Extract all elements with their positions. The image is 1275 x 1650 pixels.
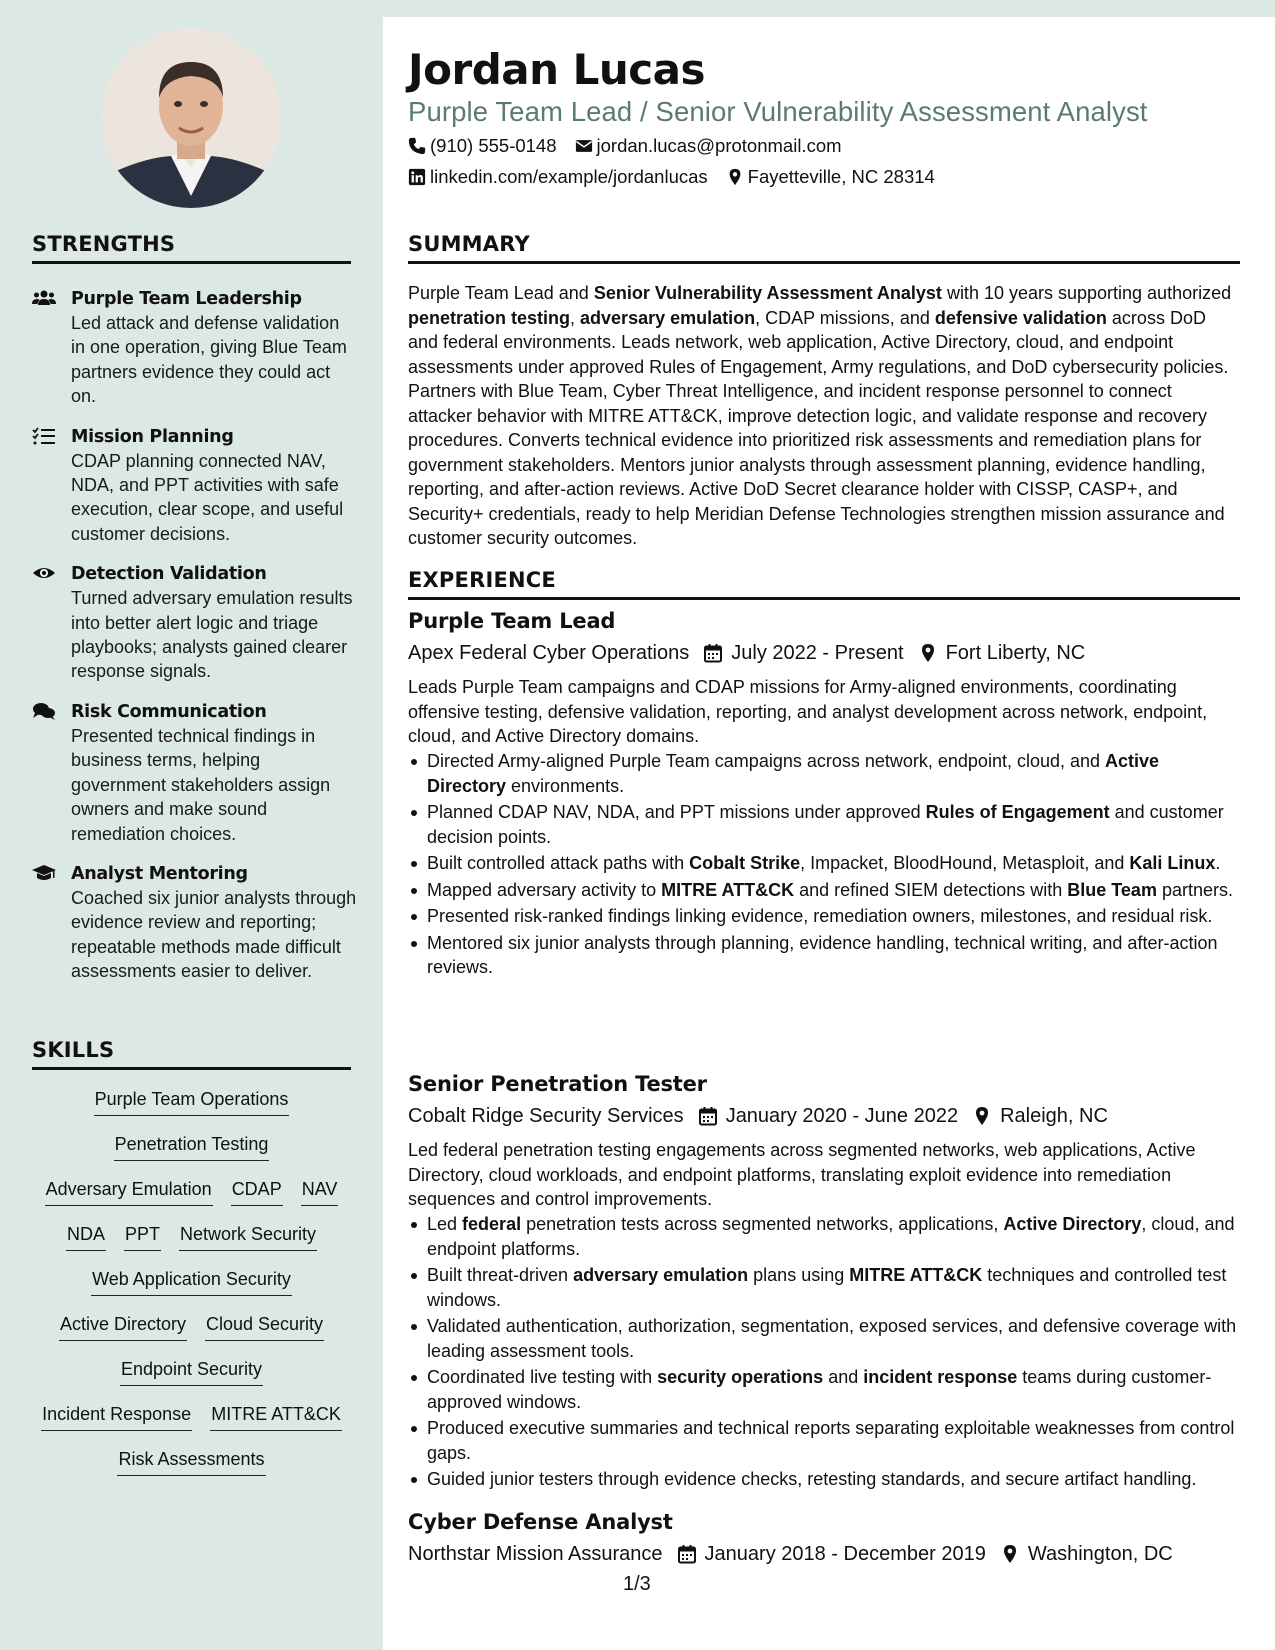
phone-contact bbox=[408, 134, 557, 158]
bullet-segment: Directed Army-aligned Purple Team campaigns across network, endpoint, cloud, and bbox=[427, 751, 1106, 771]
bullet-item bbox=[408, 878, 1240, 903]
bullet-item bbox=[408, 800, 1240, 849]
bullet-segment: partners. bbox=[1156, 879, 1233, 900]
skill-row bbox=[32, 1311, 351, 1356]
skill-tag: Purple Team Operations bbox=[94, 1086, 290, 1116]
strength-title: Analyst Mentoring bbox=[71, 863, 248, 884]
job-company: Cobalt Ridge Security Services bbox=[408, 1105, 684, 1127]
job-dates: January 2018 - December 2019 bbox=[704, 1543, 986, 1565]
job-location: Washington, DC bbox=[1027, 1543, 1173, 1565]
bullet-segment: Guided junior testers through evidence checks, retesting standards, and secure artifact handling. bbox=[427, 1469, 1197, 1489]
job-dates: July 2022 - Present bbox=[731, 642, 904, 664]
job-location-wrap bbox=[904, 639, 1086, 667]
bullet-segment: Built threat-driven bbox=[427, 1265, 574, 1285]
email-contact[interactable] bbox=[575, 134, 842, 158]
envelope-icon bbox=[575, 137, 593, 155]
map-pin-icon bbox=[986, 1544, 1028, 1564]
summary-segment: , CDAP missions, and bbox=[755, 307, 935, 328]
skill-tag: Incident Response bbox=[41, 1401, 192, 1431]
linkedin-contact[interactable] bbox=[408, 165, 708, 189]
skills-list bbox=[32, 1086, 351, 1491]
job-bullets bbox=[408, 1212, 1240, 1494]
job-title: Senior Penetration Tester bbox=[408, 1072, 707, 1096]
summary-text bbox=[408, 281, 1240, 551]
skill-row bbox=[32, 1446, 351, 1491]
strength-item bbox=[32, 425, 357, 547]
contact-row-1 bbox=[408, 134, 842, 158]
skills-heading: SKILLS bbox=[32, 1038, 351, 1070]
skill-tag: Risk Assessments bbox=[117, 1446, 265, 1476]
job-description: Led federal penetration testing engagements across segmented networks, web applications, Active Directory, cloud workloads, and endpoint platforms, translating exploit evidence into remediation sequences and control improvements. bbox=[408, 1140, 1196, 1209]
bullet-segment: penetration tests across segmented networks, applications, bbox=[521, 1214, 1004, 1234]
strength-desc: Coached six junior analysts through evidence review and reporting; repeatable methods made difficult assessments easier to deliver. bbox=[71, 887, 357, 982]
job-dates-wrap bbox=[689, 639, 903, 667]
bullet-segment: , cloud, and endpoint platforms. bbox=[427, 1214, 1235, 1259]
email-link[interactable]: jordan.lucas@protonmail.com bbox=[596, 135, 842, 156]
summary-segment-bold: adversary emulation bbox=[580, 307, 756, 328]
job-description: Leads Purple Team campaigns and CDAP missions for Army-aligned environments, coordinating offensive testing, defensive validation, reporting, and analyst development across network, endpoint, cloud, and Active Directory domains. bbox=[408, 677, 1208, 746]
location-text: Fayetteville, NC 28314 bbox=[747, 166, 935, 187]
bullet-segment: and refined SIEM detections with bbox=[794, 879, 1068, 900]
location-contact bbox=[726, 165, 935, 189]
job-meta bbox=[408, 639, 1085, 667]
skill-tag: Adversary Emulation bbox=[45, 1176, 213, 1206]
skill-tag: MITRE ATT&CK bbox=[210, 1401, 342, 1431]
summary-heading: SUMMARY bbox=[408, 232, 1240, 264]
skill-tag: CDAP bbox=[231, 1176, 283, 1206]
bullet-segment-bold: adversary emulation bbox=[573, 1265, 749, 1285]
comments-icon bbox=[32, 701, 58, 721]
phone-icon bbox=[408, 137, 426, 155]
bullet-segment: Led bbox=[427, 1214, 463, 1234]
strength-title: Mission Planning bbox=[71, 426, 234, 447]
eye-icon bbox=[32, 563, 58, 583]
job-dates-wrap bbox=[684, 1102, 958, 1130]
bullet-segment: environments. bbox=[506, 775, 625, 796]
bullet-segment: , Impacket, BloodHound, Metasploit, and bbox=[800, 853, 1130, 873]
skill-tag: Web Application Security bbox=[91, 1266, 292, 1296]
strength-title: Purple Team Leadership bbox=[71, 289, 302, 309]
summary-segment: with 10 years supporting authorized bbox=[941, 283, 1232, 303]
strength-title: Risk Communication bbox=[71, 701, 267, 722]
strengths-heading: STRENGTHS bbox=[32, 232, 351, 264]
skill-tag: NAV bbox=[301, 1176, 339, 1206]
job-meta bbox=[408, 1102, 1108, 1130]
profile-photo bbox=[101, 28, 281, 208]
summary-segment-bold: defensive validation bbox=[934, 307, 1107, 328]
graduation-cap-icon bbox=[32, 863, 58, 883]
bullet-item bbox=[408, 851, 1240, 876]
skill-tag: Active Directory bbox=[59, 1311, 187, 1341]
bullet-segment-bold: security operations bbox=[657, 1367, 824, 1387]
strengths-list bbox=[32, 287, 357, 1000]
bullet-item bbox=[408, 1314, 1240, 1363]
skill-row bbox=[32, 1086, 351, 1131]
page-number: 1/3 bbox=[623, 1573, 651, 1595]
phone-number: (910) 555-0148 bbox=[430, 135, 557, 156]
summary-segment: across DoD and federal environments. Leads network, web application, Active Directory, cloud, and endpoint assessments under approved Rules of Engagement, Army regulations, and DoD cybersecurity policies. Partners with Blue Team, Cyber Threat Intelligence, and incident response personnel to connect attacker behavior with MITRE ATT&CK, improve detection logic, and validate response and recovery procedures. Converts technical evidence into prioritized risk assessments and remediation plans for government stakeholders. Mentors junior analysts through assessment planning, evidence handling, reporting, and after-action reviews. Active DoD Secret clearance holder with CISSP, CASP+, and Security+ credentials, ready to help Meridian Defense Technologies strengthen mission assurance and customer security outcomes. bbox=[408, 307, 1229, 548]
users-icon bbox=[32, 288, 58, 308]
job-company: Apex Federal Cyber Operations bbox=[408, 642, 690, 664]
strength-title: Detection Validation bbox=[71, 564, 267, 585]
bullet-segment-bold: Cobalt Strike bbox=[689, 853, 801, 873]
bullet-segment: Coordinated live testing with bbox=[427, 1367, 658, 1387]
skill-tag: Endpoint Security bbox=[120, 1356, 263, 1386]
bullet-segment: techniques and controlled test windows. bbox=[427, 1265, 1227, 1310]
bullet-segment: Presented risk-ranked findings linking evidence, remediation owners, milestones, and residual risk. bbox=[427, 906, 1213, 926]
sidebar bbox=[0, 0, 383, 1650]
summary-segment: , bbox=[570, 307, 581, 328]
job-bullets bbox=[408, 749, 1240, 982]
job-dates: January 2020 - June 2022 bbox=[725, 1105, 959, 1127]
strength-desc: Presented technical findings in business terms, helping government stakeholders assign owners and make sound remediation choices. bbox=[71, 725, 331, 844]
strength-item bbox=[32, 562, 357, 684]
skill-row bbox=[32, 1131, 351, 1176]
calendar-icon bbox=[663, 1544, 705, 1564]
bullet-segment-bold: MITRE ATT&CK bbox=[661, 879, 795, 900]
strength-desc: Led attack and defense validation in one operation, giving Blue Team partners evidence they could act on. bbox=[71, 313, 347, 407]
linkedin-icon bbox=[408, 168, 426, 186]
skill-row bbox=[32, 1401, 351, 1446]
job-location-wrap bbox=[986, 1540, 1173, 1568]
bullet-item bbox=[408, 1416, 1240, 1465]
job-title: Cyber Defense Analyst bbox=[408, 1510, 673, 1534]
experience-heading: EXPERIENCE bbox=[408, 568, 1240, 600]
bullet-item bbox=[408, 931, 1240, 980]
skill-tag: Penetration Testing bbox=[114, 1131, 270, 1161]
bullet-segment: and bbox=[823, 1367, 864, 1387]
bullet-segment: and customer decision points. bbox=[427, 802, 1224, 847]
strength-item bbox=[32, 862, 357, 984]
bullet-segment: plans using bbox=[748, 1265, 850, 1285]
linkedin-link[interactable]: linkedin.com/example/jordanlucas bbox=[430, 166, 708, 187]
bullet-segment-bold: Rules of Engagement bbox=[925, 802, 1110, 822]
calendar-icon bbox=[684, 1106, 726, 1126]
map-pin-icon bbox=[904, 643, 946, 663]
job-title: Purple Team Lead bbox=[408, 609, 616, 633]
bullet-segment-bold: Kali Linux bbox=[1129, 853, 1216, 873]
strength-desc: CDAP planning connected NAV, NDA, and PPT activities with safe execution, clear scope, and useful customer decisions. bbox=[71, 450, 344, 544]
bullet-segment-bold: Active Directory bbox=[427, 751, 1160, 796]
summary-segment: Purple Team Lead and bbox=[408, 283, 594, 303]
summary-segment-bold: penetration testing bbox=[408, 307, 571, 328]
strength-item bbox=[32, 700, 357, 846]
skill-row bbox=[32, 1266, 351, 1311]
bullet-item bbox=[408, 904, 1240, 929]
bullet-item bbox=[408, 1365, 1240, 1414]
checklist-icon bbox=[32, 426, 58, 446]
bullet-segment: Validated authentication, authorization, segmentation, exposed services, and defensive coverage with leading assessment tools. bbox=[427, 1316, 1237, 1361]
bullet-segment: Mentored six junior analysts through planning, evidence handling, technical writing, and after-action reviews. bbox=[427, 932, 1218, 977]
skill-tag: Cloud Security bbox=[205, 1311, 324, 1341]
bullet-segment-bold: federal bbox=[462, 1214, 522, 1234]
job-company: Northstar Mission Assurance bbox=[408, 1543, 663, 1565]
summary-segment-bold: Senior Vulnerability Assessment Analyst bbox=[593, 283, 942, 303]
bullet-segment: Produced executive summaries and technical reports separating exploitable weaknesses from control gaps. bbox=[427, 1418, 1235, 1463]
job-location: Fort Liberty, NC bbox=[945, 642, 1086, 664]
bullet-item bbox=[408, 1467, 1240, 1492]
contact-row-2 bbox=[408, 165, 935, 189]
bullet-item bbox=[408, 1263, 1240, 1312]
bullet-segment: Mapped adversary activity to bbox=[427, 879, 662, 900]
strength-item bbox=[32, 287, 357, 409]
bullet-item bbox=[408, 1212, 1240, 1261]
skill-tag: Network Security bbox=[179, 1221, 317, 1251]
skill-row bbox=[32, 1356, 351, 1401]
strength-desc: Turned adversary emulation results into better alert logic and triage playbooks; analysts gained clearer response signals. bbox=[71, 588, 353, 682]
bullet-segment-bold: Blue Team bbox=[1067, 879, 1157, 900]
bullet-segment: teams during customer-approved windows. bbox=[427, 1367, 1212, 1412]
bullet-segment: Planned CDAP NAV, NDA, and PPT missions under approved bbox=[427, 802, 926, 822]
bullet-segment: . bbox=[1215, 853, 1221, 873]
skill-row bbox=[32, 1221, 351, 1266]
bullet-segment-bold: incident response bbox=[863, 1367, 1018, 1387]
candidate-name: Jordan Lucas bbox=[408, 45, 706, 94]
job-dates-wrap bbox=[663, 1540, 986, 1568]
calendar-icon bbox=[689, 643, 731, 663]
job-location-wrap bbox=[958, 1102, 1108, 1130]
job-location: Raleigh, NC bbox=[1000, 1105, 1108, 1127]
bullet-segment-bold: MITRE ATT&CK bbox=[849, 1265, 983, 1285]
bullet-segment-bold: Active Directory bbox=[1003, 1214, 1142, 1234]
job-meta bbox=[408, 1540, 1173, 1568]
skill-row bbox=[32, 1176, 351, 1221]
map-pin-icon bbox=[726, 168, 744, 186]
skill-tag: NDA bbox=[66, 1221, 106, 1251]
skill-tag: PPT bbox=[124, 1221, 161, 1251]
bullet-segment: Built controlled attack paths with bbox=[427, 853, 690, 873]
map-pin-icon bbox=[958, 1106, 1000, 1126]
bullet-item bbox=[408, 749, 1240, 798]
candidate-title: Purple Team Lead / Senior Vulnerability Assessment Analyst bbox=[408, 96, 1148, 127]
